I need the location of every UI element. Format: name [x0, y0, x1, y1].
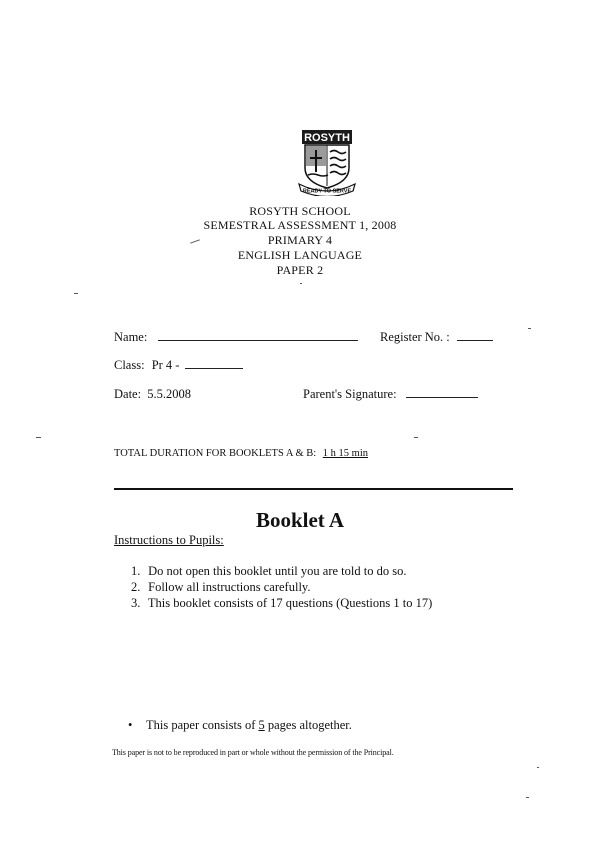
signature-field	[303, 387, 478, 402]
scan-mark	[526, 797, 529, 798]
class-label: Class:	[114, 358, 145, 372]
crest-motto-text: READY TO SERVE	[302, 188, 352, 195]
class-answer-line	[185, 368, 243, 369]
instruction-item	[131, 580, 310, 595]
register-field	[380, 330, 493, 345]
pages-count: 5	[258, 718, 265, 732]
register-answer-line	[457, 340, 493, 341]
name-label: Name:	[114, 330, 148, 344]
booklet-title: Booklet A	[255, 508, 345, 532]
subject-title: ENGLISH LANGUAGE	[237, 248, 363, 262]
crest-icon	[296, 128, 358, 196]
instruction-number: 2.	[131, 580, 141, 594]
signature-answer-line	[406, 397, 478, 398]
instruction-text: Follow all instructions carefully.	[148, 580, 311, 594]
scan-mark	[74, 293, 78, 294]
instructions-heading: Instructions to Pupils:	[114, 533, 224, 547]
name-field	[114, 330, 358, 345]
class-field	[114, 358, 243, 373]
school-name: ROSYTH SCHOOL	[249, 204, 351, 218]
signature-label: Parent's Signature:	[303, 387, 397, 401]
instruction-text: Do not open this booklet until you are told to do so.	[148, 564, 407, 578]
copyright-note: This paper is not to be reproduced in part or whole without the permission of the Principal.	[112, 748, 394, 757]
school-crest-logo	[296, 128, 358, 196]
scan-mark	[36, 437, 41, 438]
date-field	[114, 387, 191, 402]
duration-value: 1 h 15 min	[322, 448, 369, 459]
instruction-text: This booklet consists of 17 questions (Questions 1 to 17)	[147, 596, 433, 610]
scan-mark	[300, 283, 302, 284]
pages-note-after: pages altogether.	[264, 718, 352, 732]
pages-note-before: This paper consists of	[146, 718, 259, 732]
level-title: PRIMARY 4	[267, 233, 333, 247]
class-value: Pr 4 -	[151, 358, 180, 372]
instruction-number: 1.	[131, 564, 141, 578]
date-value: 5.5.2008	[147, 387, 191, 401]
duration-line	[114, 448, 368, 459]
instruction-number: 3.	[131, 596, 141, 610]
instruction-item	[131, 596, 432, 611]
paper-title: PAPER 2	[276, 263, 324, 277]
assessment-title: SEMESTRAL ASSESSMENT 1, 2008	[203, 218, 397, 232]
bullet-icon: •	[128, 718, 133, 732]
divider	[114, 488, 513, 490]
name-answer-line	[158, 340, 358, 341]
register-label: Register No. :	[380, 330, 450, 344]
scan-mark	[537, 767, 539, 768]
scan-mark	[414, 437, 418, 438]
date-label: Date:	[114, 387, 142, 401]
instruction-item	[131, 564, 406, 579]
scan-mark	[528, 328, 531, 329]
pages-note	[128, 718, 352, 733]
crest-banner-text: ROSYTH	[304, 132, 350, 144]
duration-label: TOTAL DURATION FOR BOOKLETS A & B:	[114, 448, 317, 459]
